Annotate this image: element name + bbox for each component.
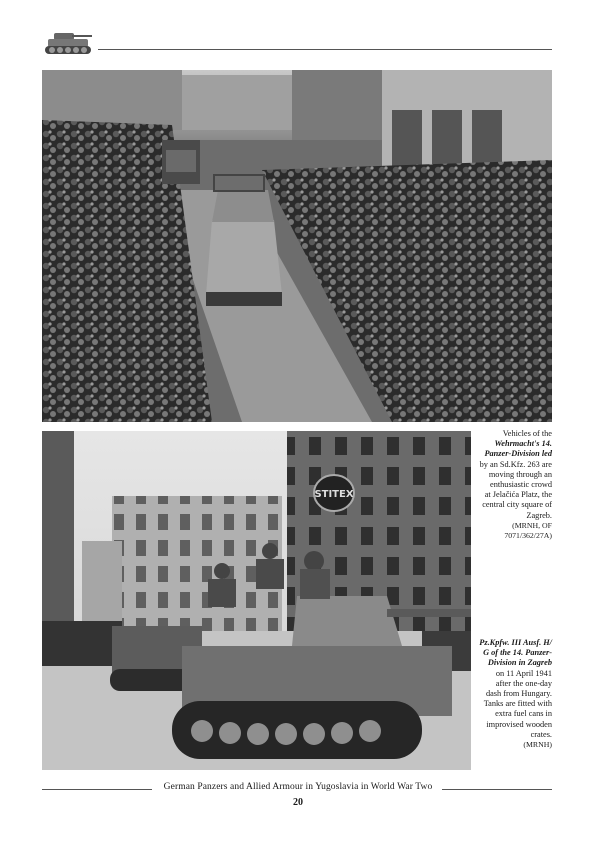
caption-line: central city square of <box>482 500 552 510</box>
shop-sign-text: STITEX <box>314 489 354 500</box>
caption-line: dash from Hungary. <box>485 689 552 699</box>
caption-line-italic: Wehrmacht's 14. <box>494 439 552 449</box>
photo-credit: 7071/362/27A) <box>504 531 552 541</box>
caption-line-italic: G of the 14. Panzer- <box>483 648 552 658</box>
photo-credit: (MRNH) <box>523 740 552 750</box>
caption-line: after the one-day <box>495 678 552 688</box>
footer-book-title: German Panzers and Allied Armour in Yugoslavia in World War Two <box>163 782 433 792</box>
caption-line: crates. <box>530 729 552 739</box>
caption-line: Vehicles of the <box>502 429 552 438</box>
caption-line: by an Sd.Kfz. 263 are <box>479 459 552 469</box>
caption-line-italic: Panzer-Division led <box>484 449 552 459</box>
caption-line: at Jelačića Platz, the <box>484 490 552 500</box>
caption-bottom <box>474 638 552 750</box>
caption-line <box>474 439 552 449</box>
caption-line: Tanks are fitted with <box>483 699 552 709</box>
caption-line <box>474 638 552 648</box>
caption-line: improvised wooden <box>486 719 552 729</box>
tank-icon <box>42 27 96 57</box>
page-number: 20 <box>293 797 303 808</box>
caption-line: on 11 April 1941 <box>495 668 552 678</box>
photo-parade-crowd <box>42 70 552 422</box>
caption-line: enthusiastic crowd <box>490 480 552 490</box>
caption-line: Zagreb. <box>526 510 552 520</box>
caption-line <box>474 648 552 658</box>
caption-line-italic: Pz.Kpfw. III Ausf. H/ <box>479 638 552 647</box>
caption-line: moving through an <box>488 469 552 479</box>
photo-credit: (MRNH, OF <box>512 520 552 530</box>
caption-line <box>474 658 552 668</box>
caption-line-italic: Division in Zagreb <box>487 658 552 668</box>
header-rule <box>98 49 552 50</box>
photo-panzer-street <box>42 431 471 770</box>
caption-top <box>474 429 552 541</box>
caption-line <box>474 449 552 459</box>
caption-line: extra fuel cans in <box>495 709 552 719</box>
